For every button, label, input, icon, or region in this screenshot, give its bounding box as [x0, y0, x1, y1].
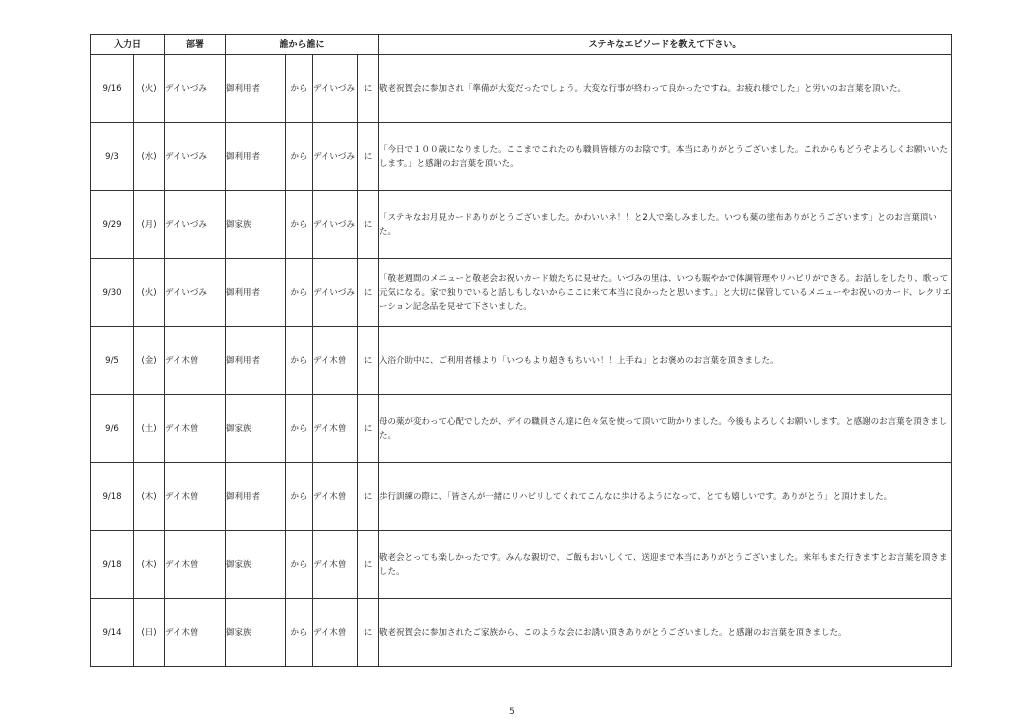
episode-cell: 「今日で１００歳になりました。ここまでこれたのも職員皆様方のお陰です。本当にありがとうございました。これからもどうぞよろしくお願いいたします。」と感謝のお言葉を頂いた。: [379, 123, 952, 191]
episode-table: [90, 34, 952, 667]
dept-cell: デイ木曽: [165, 599, 226, 667]
table-body: [91, 55, 952, 667]
table-row: [91, 599, 952, 667]
ni-cell: に: [358, 599, 379, 667]
date-cell: 9/5: [91, 327, 134, 395]
to-cell: デイいづみ: [313, 259, 358, 327]
ni-cell: に: [358, 191, 379, 259]
episode-cell: 「ステキなお月見カードありがとうございました。かわいいネ！！と2人で楽しみました。いつも薬の塗布ありがとうございます」とのお言葉頂いた。: [379, 191, 952, 259]
header-dept: 部署: [165, 35, 226, 55]
ni-cell: に: [358, 395, 379, 463]
date-cell: 9/14: [91, 599, 134, 667]
from-cell: 御家族: [226, 191, 286, 259]
episode-cell: 敬老祝賀会に参加され「準備が大変だったでしょう。大変な行事が終わって良かったですね。お疲れ様でした」と労いのお言葉を頂いた。: [379, 55, 952, 123]
ni-cell: に: [358, 123, 379, 191]
kara-cell: から: [286, 123, 313, 191]
date-cell: 9/16: [91, 55, 134, 123]
date-cell: 9/30: [91, 259, 134, 327]
kara-cell: から: [286, 395, 313, 463]
dept-cell: デイ木曽: [165, 395, 226, 463]
header-date: 入力日: [91, 35, 165, 55]
dept-cell: デイいづみ: [165, 191, 226, 259]
to-cell: デイ木曽: [313, 463, 358, 531]
from-cell: 御家族: [226, 599, 286, 667]
day-cell: (月): [134, 191, 165, 259]
dept-cell: デイ木曽: [165, 531, 226, 599]
kara-cell: から: [286, 599, 313, 667]
day-cell: (火): [134, 55, 165, 123]
episode-cell: 入浴介助中に、ご利用者様より「いつもより超きもちいい！！上手ね」とお褒めのお言葉を頂きました。: [379, 327, 952, 395]
kara-cell: から: [286, 531, 313, 599]
from-cell: 御利用者: [226, 259, 286, 327]
date-cell: 9/18: [91, 463, 134, 531]
to-cell: デイ木曽: [313, 531, 358, 599]
to-cell: デイ木曽: [313, 395, 358, 463]
date-cell: 9/6: [91, 395, 134, 463]
from-cell: 御家族: [226, 395, 286, 463]
page-number: 5: [509, 707, 515, 717]
episode-cell: 「敬老週間のメニューと敬老会お祝いカード娘たちに見せた。いづみの里は、いつも賑やかで体調管理やリハビリができる。お話しをしたり、歌って元気になる。家で独りでいると話しもしないからここに来て本当に良かったと思います。」と大切に保管しているメニューやお祝いのカード、レクリエーション記念品を見せて下さいました。: [379, 259, 952, 327]
kara-cell: から: [286, 463, 313, 531]
ni-cell: に: [358, 55, 379, 123]
from-cell: 御利用者: [226, 327, 286, 395]
table-row: [91, 191, 952, 259]
to-cell: デイいづみ: [313, 191, 358, 259]
to-cell: デイいづみ: [313, 55, 358, 123]
kara-cell: から: [286, 191, 313, 259]
kara-cell: から: [286, 259, 313, 327]
dept-cell: デイ木曽: [165, 327, 226, 395]
from-cell: 御利用者: [226, 55, 286, 123]
ni-cell: に: [358, 327, 379, 395]
episode-cell: 敬老祝賀会に参加されたご家族から、このような会にお誘い頂きありがとうございました。と感謝のお言葉を頂きました。: [379, 599, 952, 667]
dept-cell: デイ木曽: [165, 463, 226, 531]
to-cell: デイいづみ: [313, 123, 358, 191]
day-cell: (日): [134, 599, 165, 667]
date-cell: 9/3: [91, 123, 134, 191]
day-cell: (木): [134, 531, 165, 599]
header-from-to: 誰から誰に: [226, 35, 379, 55]
table-row: [91, 531, 952, 599]
day-cell: (木): [134, 463, 165, 531]
header-episode: ステキなエピソードを教えて下さい。: [379, 35, 952, 55]
header-row: [91, 35, 952, 55]
date-cell: 9/18: [91, 531, 134, 599]
ni-cell: に: [358, 259, 379, 327]
from-cell: 御家族: [226, 531, 286, 599]
kara-cell: から: [286, 55, 313, 123]
episode-cell: 敬老会とっても楽しかったです。みんな親切で、ご飯もおいしくて、送迎まで本当にありがとうございました。来年もまた行きますとお言葉を頂きました。: [379, 531, 952, 599]
ni-cell: に: [358, 531, 379, 599]
dept-cell: デイいづみ: [165, 55, 226, 123]
to-cell: デイ木曽: [313, 599, 358, 667]
ni-cell: に: [358, 463, 379, 531]
table-row: [91, 463, 952, 531]
table-row: [91, 327, 952, 395]
episode-cell: 歩行訓練の際に、「皆さんが一緒にリハビリしてくれてこんなに歩けるようになって、とても嬉しいです。ありがとう」と頂けました。: [379, 463, 952, 531]
table-row: [91, 259, 952, 327]
table-row: [91, 123, 952, 191]
to-cell: デイ木曽: [313, 327, 358, 395]
date-cell: 9/29: [91, 191, 134, 259]
table-row: [91, 395, 952, 463]
day-cell: (金): [134, 327, 165, 395]
day-cell: (火): [134, 259, 165, 327]
dept-cell: デイいづみ: [165, 123, 226, 191]
day-cell: (水): [134, 123, 165, 191]
episode-cell: 母の薬が変わって心配でしたが、デイの職員さん達に色々気を使って頂いて助かりました。今後もよろしくお願いします。と感謝のお言葉を頂きました。: [379, 395, 952, 463]
table-row: [91, 55, 952, 123]
from-cell: 御利用者: [226, 463, 286, 531]
dept-cell: デイいづみ: [165, 259, 226, 327]
day-cell: (土): [134, 395, 165, 463]
kara-cell: から: [286, 327, 313, 395]
from-cell: 御利用者: [226, 123, 286, 191]
